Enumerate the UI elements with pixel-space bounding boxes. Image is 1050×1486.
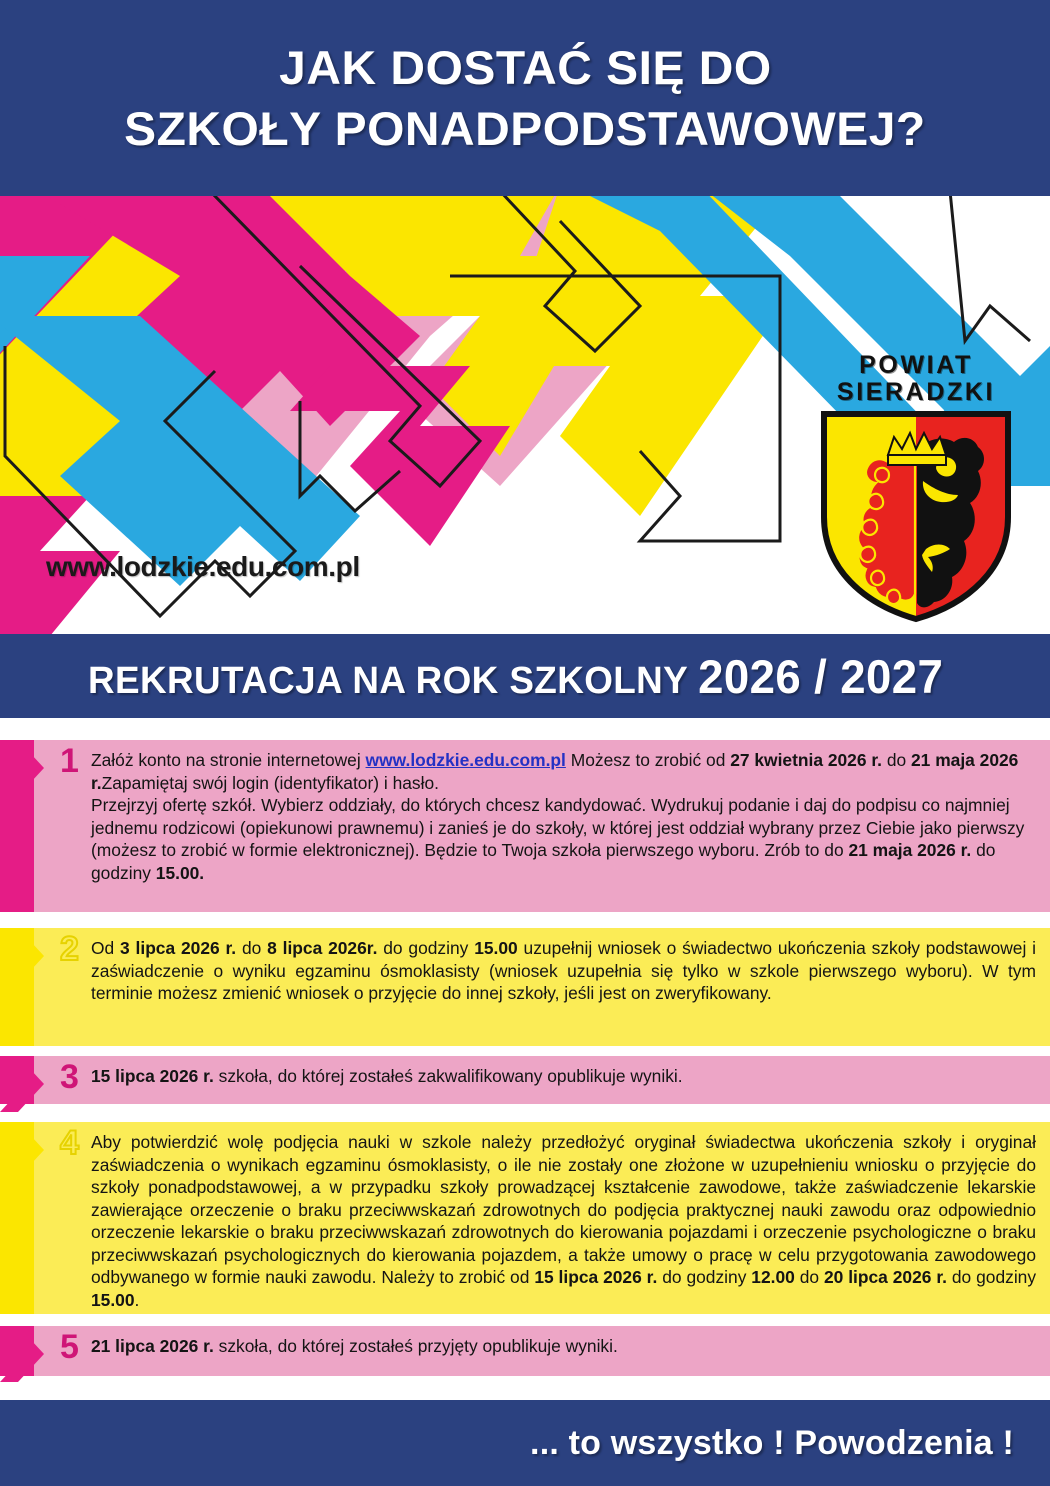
poster-footer [0, 1400, 1050, 1486]
graphic-site-url: www.lodzkie.edu.com.pl [46, 551, 360, 582]
footer-message: ... to wszystko ! Powodzenia ! [530, 1423, 1014, 1462]
step-2-paragraph-1: Od 3 lipca 2026 r. do 8 lipca 2026r. do godziny 15.00 uzupełnij wniosek o świadectwo ukończenia szkoły podstawowej i zaświadczenie o wyniku egzaminu ósmoklasisty (wniosek uzupełnia się tylko w szkole pierwszego wyboru). W tym terminie możesz zmienić wniosek o przyjęcie do innej szkoły, jeśli jest on zweryfikowany. [91, 938, 1037, 1004]
header-title-line1: JAK DOSTAĆ SIĘ DO [278, 40, 772, 94]
step-chevron-icon-3 [0, 1056, 44, 1112]
step-body-2 [34, 928, 1050, 1046]
step-chevron-icon-2 [0, 928, 44, 984]
step-number-2: 2 [60, 930, 79, 968]
step-4-paragraph-1: Aby potwierdzić wolę podjęcia nauki w szkole należy przedłożyć oryginał świadectwa ukończenia szkoły i oryginał zaświadczenia o wynikach egzaminu ósmoklasisty, o ile nie zostały one złożone w uzupełnieniu wniosku o przyjęcie do szkoły ponadpodstawowej, a w przypadku szkoły prowadzącej kształcenie zawodowe, także zaświadczenie lekarskie zawierające orzeczenie o braku przeciwwskazań zdrowotnych do podjęcia praktycznej nauki zawodu oraz odpowiednio orzeczenie lekarskie o braku przeciwwskazań zdrowotnych do kierowania pojazdami i orzeczenie psychologiczne o braku przeciwwskazań psychologicznych do kierowania pojazdem, a także umowy o pracę w celu przygotowania zawodowego odbywanego w formie nauki zawodu. Należy to zrobić od 15 lipca 2026 r. do godziny 12.00 do 20 lipca 2026 r. do godziny 15.00. [91, 1132, 1037, 1310]
step-band-3 [0, 1056, 1050, 1104]
step-body-3 [34, 1056, 1050, 1104]
poster-header [0, 0, 1050, 196]
recruitment-site-link[interactable]: www.lodzkie.edu.com.pl [365, 750, 566, 770]
step-1-paragraph-1: Załóż konto na stronie internetowej www.lodzkie.edu.com.pl Możesz to zrobić od 27 kwietnia 2026 r. do 21 maja 2026 r.Zapamiętaj swój login (identyfikator) i hasło. [91, 750, 1019, 793]
school-year-band [0, 634, 1050, 718]
step-band-4 [0, 1122, 1050, 1314]
header-title-line2: SZKOŁY PONADPODSTAWOWEJ? [124, 102, 926, 155]
school-year-text [88, 649, 943, 704]
step-chevron-icon-4 [0, 1122, 44, 1178]
step-chevron-icon-5 [0, 1326, 44, 1382]
crest-title-line1: POWIAT [859, 351, 973, 379]
school-year-value: 2026 / 2027 [698, 649, 944, 703]
heraldic-lion [858, 445, 915, 604]
step-body-1 [34, 740, 1050, 912]
step-text-3 [91, 1065, 1036, 1088]
step-chevron-icon-1 [0, 740, 44, 796]
step-number-3: 3 [60, 1058, 79, 1096]
step-text-2 [91, 937, 1036, 1005]
step-1-paragraph-2: Przejrzyj ofertę szkół. Wybierz oddziały, do których chcesz kandydować. Wydrukuj podanie i daj do podpisu co najmniej jednemu rodzicowi (opiekunowi prawnemu) i zanieś je do szkoły, w której jest oddział wybrany przez Ciebie jako pierwszy (możesz to zrobić w formie elektronicznej). Będzie to Twoja szkoła pierwszego wyboru. Zrób to do 21 maja 2026 r. do godziny 15.00. [91, 795, 1025, 883]
step-number-5: 5 [60, 1328, 79, 1366]
step-band-2 [0, 928, 1050, 1046]
step-band-1 [0, 740, 1050, 912]
step-text-5 [91, 1335, 1036, 1358]
step-number-4: 4 [60, 1124, 79, 1162]
crest-shield-svg [816, 409, 1016, 624]
step-text-4 [91, 1131, 1036, 1311]
step-body-5 [34, 1326, 1050, 1376]
school-year-label: REKRUTACJA NA ROK SZKOLNY [88, 659, 688, 702]
step-3-paragraph-1: 15 lipca 2026 r. szkoła, do której zostałeś zakwalifikowany opublikuje wyniki. [91, 1066, 683, 1086]
powiat-sieradzki-crest [808, 352, 1024, 624]
step-text-1 [91, 749, 1036, 884]
step-body-4 [34, 1122, 1050, 1314]
step-5-paragraph-1: 21 lipca 2026 r. szkoła, do której zostałeś przyjęty opublikuje wyniki. [91, 1336, 618, 1356]
step-band-5 [0, 1326, 1050, 1376]
crest-title-line2: SIERADZKI [836, 378, 996, 406]
step-number-1: 1 [60, 742, 79, 780]
